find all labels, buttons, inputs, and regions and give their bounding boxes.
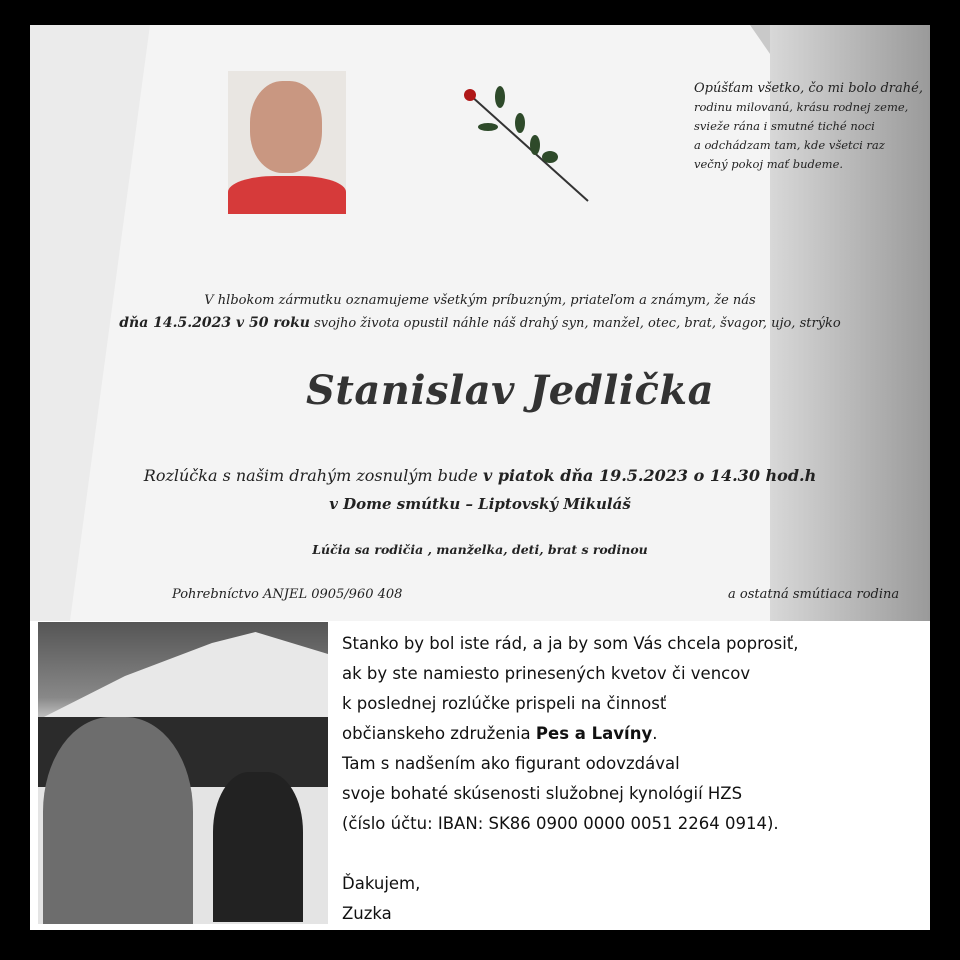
other-mourners: a ostatná smútiaca rodina [728,587,900,602]
message-line [342,719,799,749]
message-line: svoje bohaté skúsenosti služobnej kynológií HZS [342,784,743,803]
portrait-photo [228,71,346,214]
farewell-date: v piatok dňa 19.5.2023 o 14.30 hod.h [482,466,817,485]
announcement-line [30,315,930,331]
poem-line: večný pokoj mať budeme. [694,157,844,171]
farewell-text: Rozlúčka s našim drahým zosnulým bude [143,466,483,485]
message-section [30,621,930,930]
announcement-text: svojho života opustil náhle náš drahý syn, manžel, otec, brat, švagor, ujo, strýko [309,316,841,331]
farewell-line [30,466,930,485]
poem-line: rodinu milovanú, krásu rodnej zeme, [694,100,909,114]
organization-name: Pes a Lavíny [535,724,653,743]
poem-line: a odchádzam tam, kde všetci raz [694,138,885,152]
poem-line: Opúšťam všetko, čo mi bolo drahé, [694,81,923,96]
message-line: ak by ste namiesto prinesených kvetov či vencov [342,664,751,683]
man-with-dog-photo [38,622,328,924]
message-text [342,629,799,929]
announcement-line: V hlbokom zármutku oznamujeme všetkým príbuzným, priateľom a známym, že nás [204,293,756,308]
rose-icon [460,85,590,205]
message-line: Ďakujem, [342,874,421,893]
obituary-card [30,25,930,621]
funeral-service: Pohrebníctvo ANJEL 0905/960 408 [172,587,403,602]
signature: Zuzka [342,904,392,923]
message-text-part: občianskeho združenia [342,724,536,743]
poem-line: svieže rána i smutné tiché noci [694,119,875,133]
farewell-place-text: v Dome smútku – Liptovský Mikuláš [329,495,631,513]
poem [694,79,923,174]
message-line: Stanko by bol iste rád, a ja by som Vás chcela poprosiť, [342,634,799,653]
message-line: k poslednej rozlúčke prispeli na činnosť [342,694,667,713]
mourners [30,542,930,557]
farewell-place [30,495,930,513]
death-date: dňa 14.5.2023 v 50 roku [119,315,310,331]
iban-line: (číslo účtu: IBAN: SK86 0900 0000 0051 2264 0914). [342,814,779,833]
message-text-part: . [652,724,658,743]
deceased-name: Stanislav Jedlička [305,367,715,414]
mourners-text: Lúčia sa rodičia , manželka, deti, brat s rodinou [312,542,648,557]
message-line: Tam s nadšením ako figurant odovzdával [342,754,680,773]
